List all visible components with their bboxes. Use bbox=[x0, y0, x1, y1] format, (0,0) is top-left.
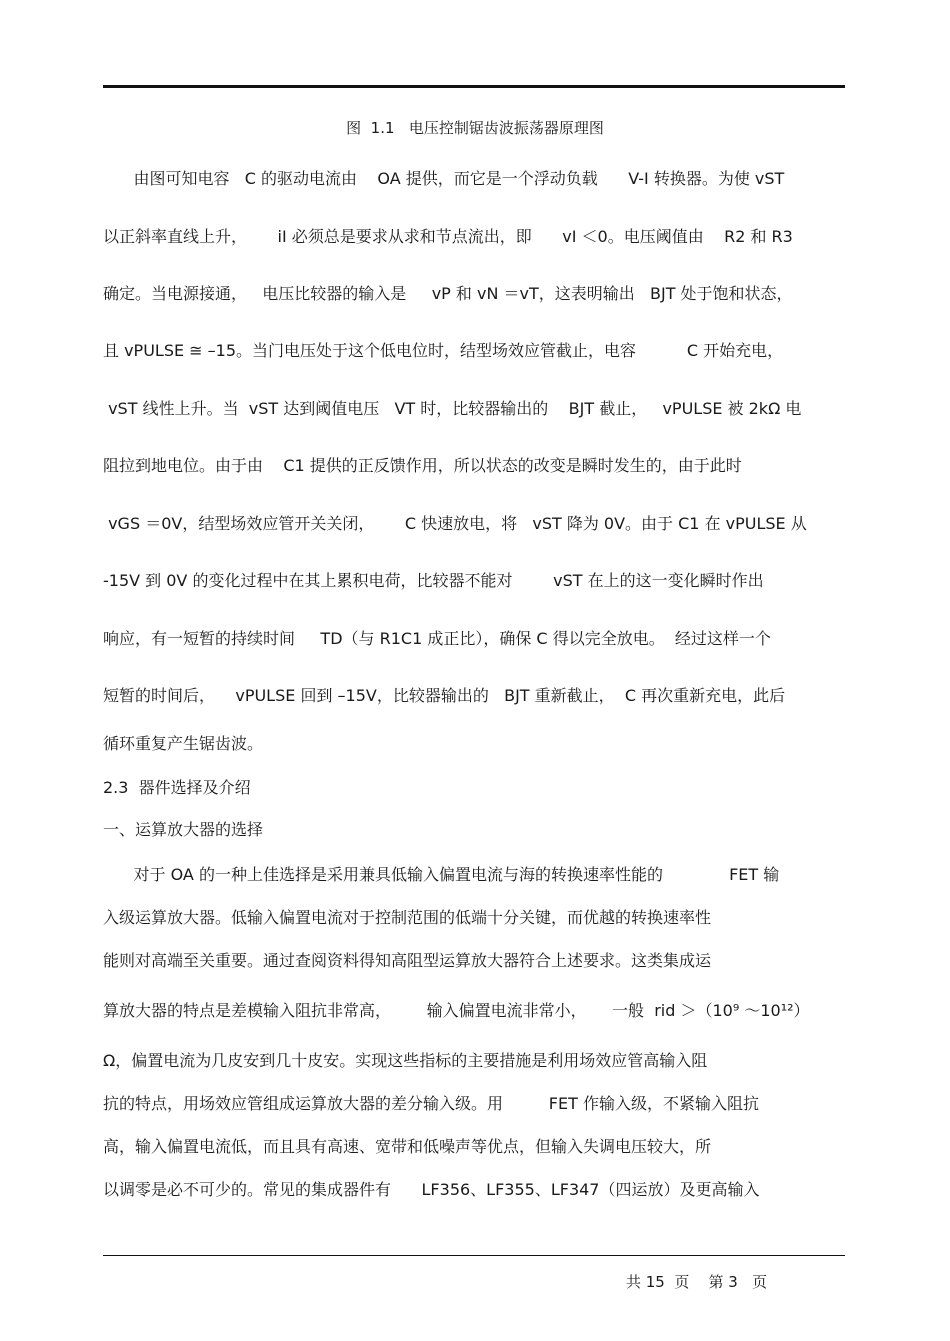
page-footer: 共 15 页 第 3 页 bbox=[626, 1273, 768, 1291]
paragraph-line: 由图可知电容 C 的驱动电流由 OA 提供，而它是一个浮动负载 V-I 转换器。为使 vST bbox=[103, 169, 785, 188]
paragraph-line: 确定。当电源接通， 电压比较器的输入是 vP 和 vN ＝vT，这表明输出 BJT 处于饱和状态， bbox=[103, 284, 793, 303]
header-rule bbox=[103, 85, 845, 88]
paragraph-line: vGS ＝0V，结型场效应管开关关闭， C 快速放电，将 vST 降为 0V。由于 C1 在 vPULSE 从 bbox=[103, 514, 807, 533]
paragraph-line: Ω，偏置电流为几皮安到几十皮安。实现这些指标的主要措施是利用场效应管高输入阻 bbox=[103, 1051, 708, 1070]
paragraph-line: -15V 到 0V 的变化过程中在其上累积电荷，比较器不能对 vST 在上的这一变化瞬时作出 bbox=[103, 571, 764, 590]
paragraph-line: 高，输入偏置电流低，而且具有高速、宽带和低噪声等优点，但输入失调电压较大，所 bbox=[103, 1137, 712, 1156]
paragraph-line: 响应，有一短暂的持续时间 TD（与 R1C1 成正比），确保 C 得以完全放电。 经过这样一个 bbox=[103, 629, 771, 648]
paragraph-line: 入级运算放大器。低输入偏置电流对于控制范围的低端十分关键，而优越的转换速率性 bbox=[103, 908, 712, 927]
paragraph-line: 短暂的时间后， vPULSE 回到 –15V，比较器输出的 BJT 重新截止， C 再次重新充电，此后 bbox=[103, 686, 786, 705]
paragraph-line: 对于 OA 的一种上佳选择是采用兼具低输入偏置电流与海的转换速率性能的 FET 输 bbox=[103, 865, 780, 884]
footer-rule bbox=[103, 1255, 845, 1256]
paragraph-line: vST 线性上升。当 vST 达到阈值电压 VT 时，比较器输出的 BJT 截止， vPULSE 被 2kΩ 电 bbox=[103, 399, 802, 418]
paragraph-line: 以正斜率直线上升， iI 必须总是要求从求和节点流出，即 vI ＜0。电压阈值由 R2 和 R3 bbox=[103, 227, 793, 246]
paragraph-line: 抗的特点，用场效应管组成运算放大器的差分输入级。用 FET 作输入级，不紧输入阻抗 bbox=[103, 1094, 759, 1113]
paragraph-line: 能则对高端至关重要。通过查阅资料得知高阻型运算放大器符合上述要求。这类集成运 bbox=[103, 951, 712, 970]
paragraph-line: 以调零是必不可少的。常见的集成器件有 LF356、LF355、LF347（四运放）及更高输入 bbox=[103, 1180, 760, 1199]
paragraph-line: 阻拉到地电位。由于由 C1 提供的正反馈作用，所以状态的改变是瞬时发生的，由于此时 bbox=[103, 456, 742, 475]
paragraph-line: 且 vPULSE ≅ –15。当门电压处于这个低电位时，结型场效应管截止，电容 C 开始充电， bbox=[103, 341, 784, 360]
section-heading: 2.3 器件选择及介绍 bbox=[103, 778, 251, 797]
paragraph-line: 循环重复产生锯齿波。 bbox=[103, 734, 264, 753]
subsection-heading: 一、运算放大器的选择 bbox=[103, 820, 264, 839]
paragraph-line: 算放大器的特点是差模输入阻抗非常高， 输入偏置电流非常小， 一般 rid ＞（10⁹ ～10¹²） bbox=[103, 1001, 810, 1020]
figure-caption: 图 1.1 电压控制锯齿波振荡器原理图 bbox=[346, 119, 604, 137]
